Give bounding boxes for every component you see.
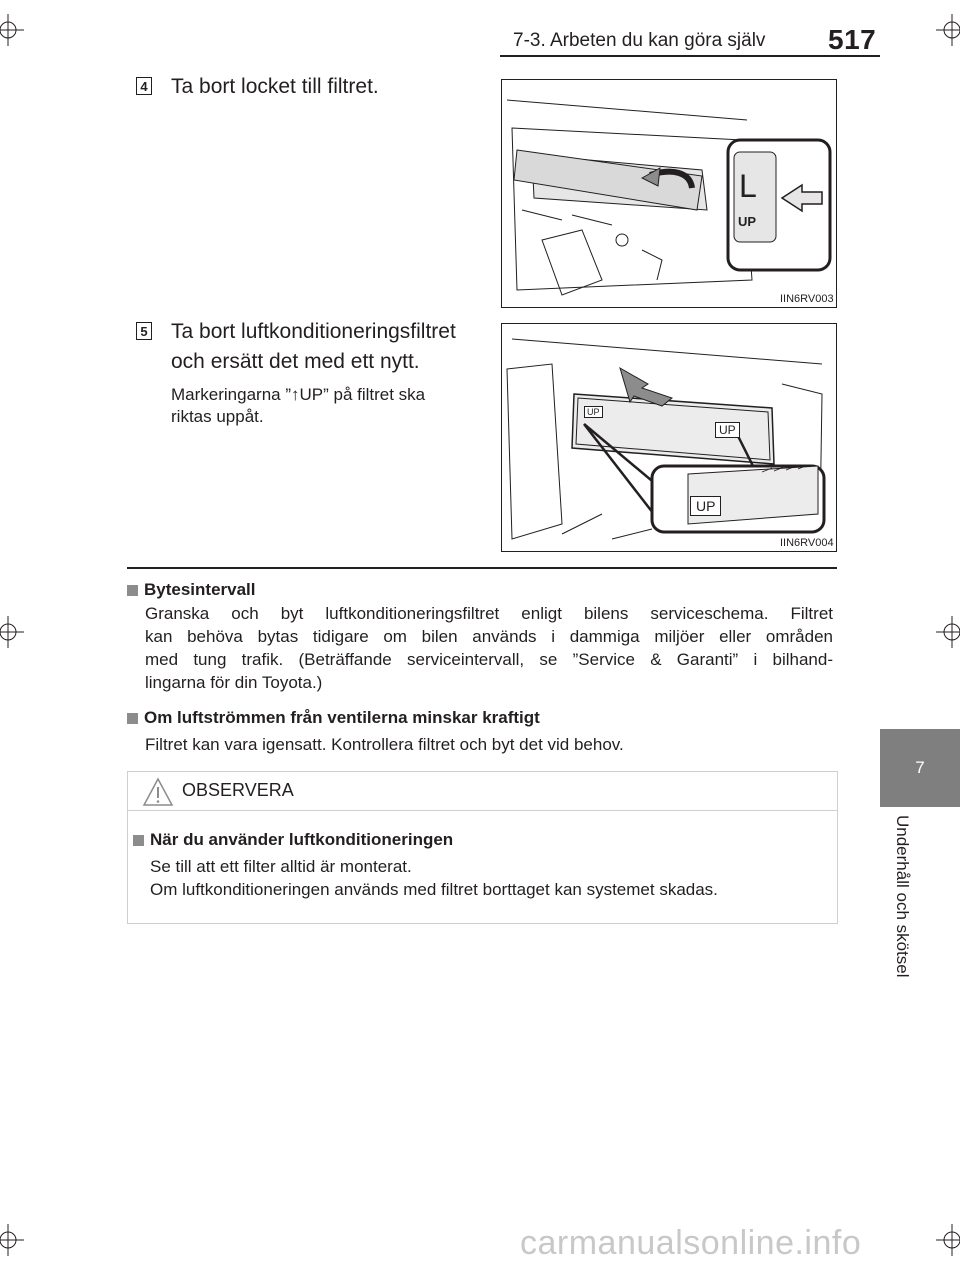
section-header: 7-3. Arbeten du kan göra själv: [513, 30, 766, 51]
filter-label-up-small: UP: [584, 406, 603, 418]
caution-line: Se till att ett filter alltid är monterat.: [150, 857, 412, 876]
chapter-tab: [880, 729, 960, 807]
filter-replace-illustration: [502, 324, 836, 551]
figure-label-up: UP: [738, 214, 757, 229]
figure-filter-cover: [501, 79, 837, 308]
body-line: Granska och byt luftkonditioneringsfiltret enligt bilens serviceschema. Filtret: [145, 604, 833, 623]
square-bullet-icon: [133, 835, 144, 846]
section-body-replacement-interval: [145, 602, 833, 694]
step-4-text: Ta bort locket till filtret.: [171, 75, 379, 98]
chapter-number: 7: [915, 758, 925, 777]
header-rule: [500, 55, 880, 57]
caution-heading-text: När du använder luftkonditioneringen: [150, 830, 454, 849]
page-number: 517: [828, 24, 877, 55]
step-5-note-line1: Markeringarna ”↑UP” på filtret ska: [171, 385, 426, 404]
section-heading-airflow: [127, 708, 540, 728]
square-bullet-icon: [127, 713, 138, 724]
section-title: Bytesintervall: [144, 580, 256, 599]
filter-label-up-zoom: UP: [690, 496, 721, 516]
figure-code: IIN6RV003: [780, 293, 834, 305]
figure-label-l: L: [739, 168, 757, 204]
step-5-text-line2: och ersätt det med ett nytt.: [171, 350, 420, 373]
filter-cover-illustration: [502, 80, 836, 307]
step-number-4: 4: [136, 77, 152, 95]
filter-label-up: UP: [715, 422, 740, 438]
caution-line: Om luftkonditioneringen används med filtret borttaget kan systemet skadas.: [150, 880, 718, 899]
body-line: lingarna för din Toyota.): [145, 673, 323, 692]
body-line: kan behöva bytas tidigare om bilen används i dammiga miljöer eller områden: [145, 627, 833, 646]
chapter-label: Underhåll och skötsel: [893, 815, 912, 978]
section-body-airflow: [145, 733, 624, 756]
section-divider: [127, 567, 837, 569]
step-5-text-line1: Ta bort luftkonditioneringsfiltret: [171, 320, 456, 343]
section-title: Om luftströmmen från ventilerna minskar kraftigt: [144, 708, 540, 727]
step-number-5: 5: [136, 322, 152, 340]
body-line: Filtret kan vara igensatt. Kontrollera filtret och byt det vid behov.: [145, 735, 624, 754]
square-bullet-icon: [127, 585, 138, 596]
figure-code: IIN6RV004: [780, 537, 834, 549]
warning-triangle-icon: [142, 777, 174, 807]
watermark: carmanualsonline.info: [520, 1224, 862, 1262]
caution-heading: [133, 830, 453, 850]
caution-body: [150, 855, 718, 901]
section-heading-replacement-interval: [127, 580, 256, 600]
step-5-note-line2: riktas uppåt.: [171, 407, 264, 426]
caution-title: OBSERVERA: [182, 780, 294, 800]
figure-filter-replace: [501, 323, 837, 552]
body-line: med tung trafik. (Beträffande serviceintervall, se ”Service & Garanti” i bilhand-: [145, 650, 833, 669]
